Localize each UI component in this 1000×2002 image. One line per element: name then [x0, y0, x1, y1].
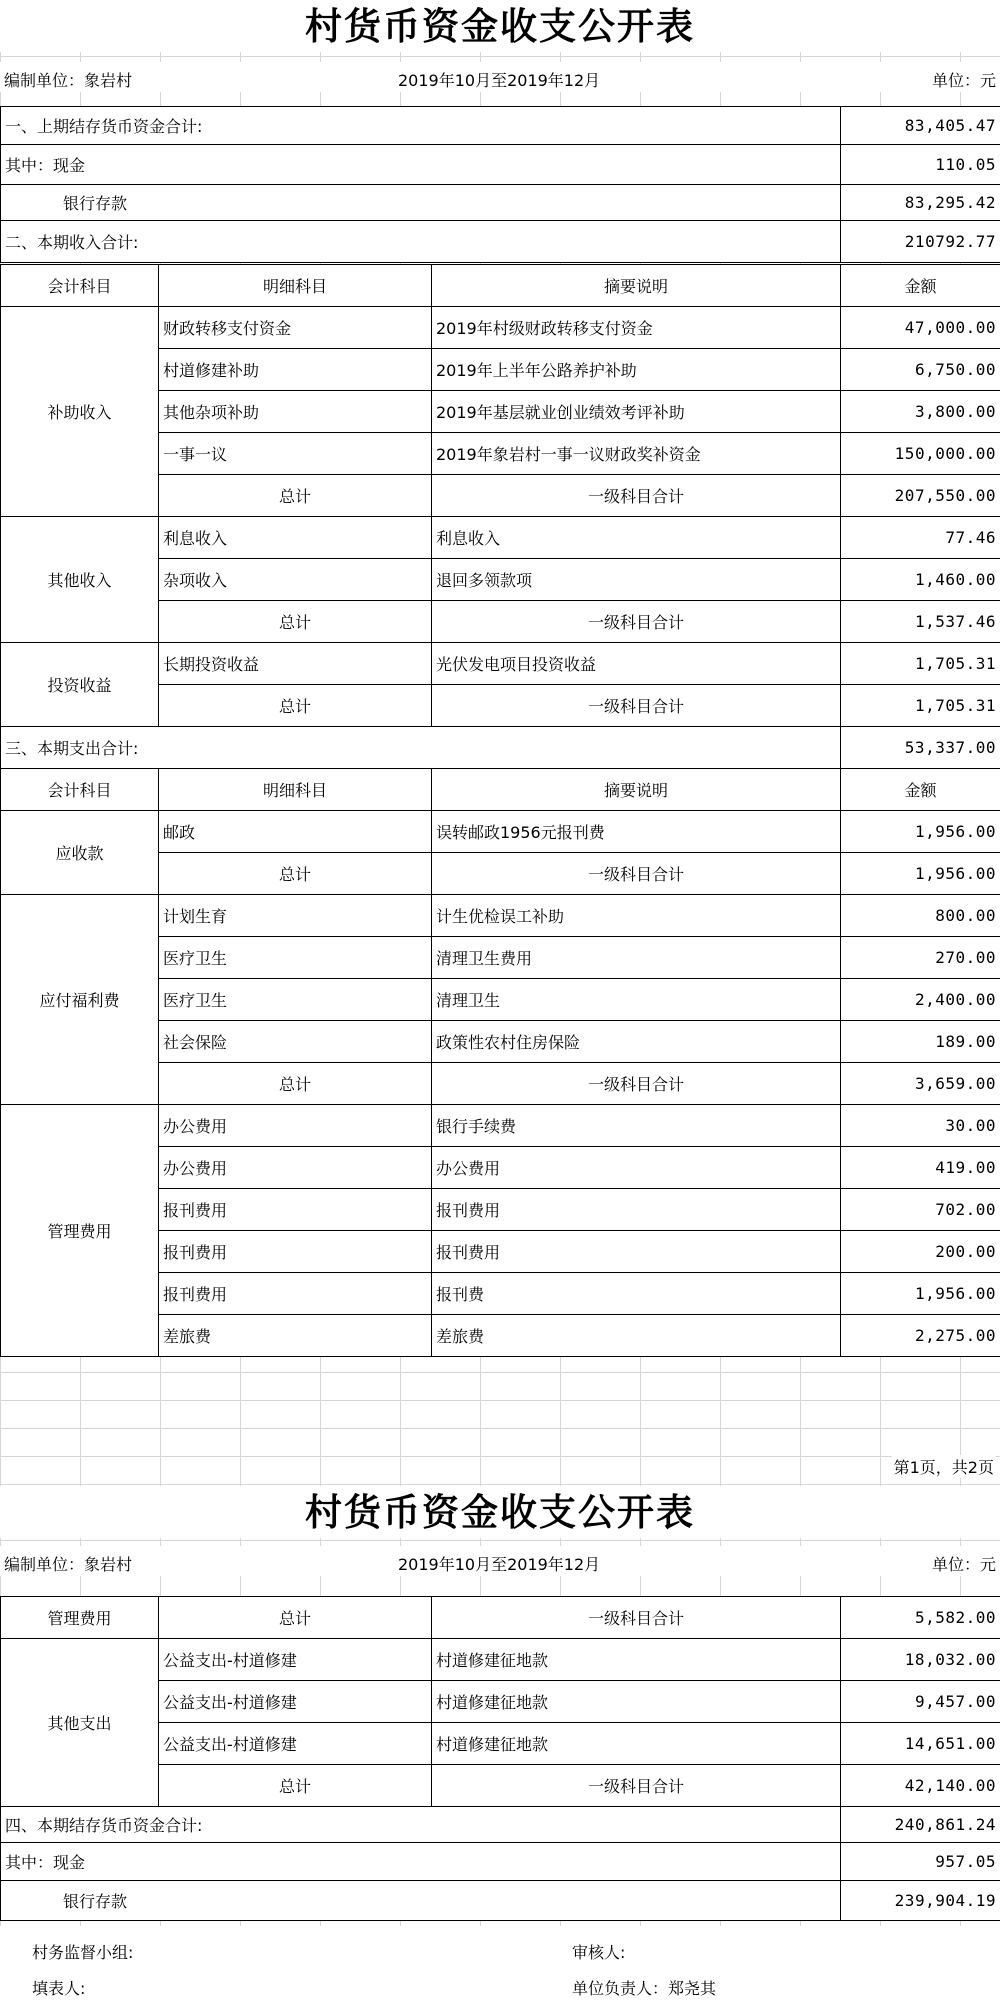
expense-header-row	[1, 769, 1000, 811]
summary-cell: 报刊费	[432, 1273, 841, 1315]
detail-cell: 医疗卫生	[159, 979, 432, 1021]
period-label: 2019年10月至2019年12月	[398, 71, 601, 90]
header-summary: 摘要说明	[432, 265, 841, 307]
closing-balance-table	[0, 1806, 1000, 1921]
category-other-expense: 其他支出	[1, 1639, 159, 1807]
amount-cell: 6,750.00	[841, 349, 1000, 391]
prev-cash-label: 其中：现金	[1, 145, 841, 185]
category-receivable: 应收款	[1, 811, 159, 895]
subtotal-label: 总计	[159, 601, 432, 643]
summary-cell: 利息收入	[432, 517, 841, 559]
end-cash-label: 其中：现金	[1, 1843, 841, 1881]
subtotal-amount: 207,550.00	[841, 475, 1000, 517]
end-bank-value: 239,904.19	[841, 1881, 1000, 1921]
amount-cell: 702.00	[841, 1189, 1000, 1231]
table-row	[1, 1639, 1000, 1681]
subtotal-amount: 1,956.00	[841, 853, 1000, 895]
subtotal-summary: 一级科目合计	[432, 1765, 841, 1807]
table-row	[1, 517, 1000, 559]
detail-cell: 长期投资收益	[159, 643, 432, 685]
report-header	[0, 62, 1000, 92]
amount-cell: 47,000.00	[841, 307, 1000, 349]
detail-cell: 一事一议	[159, 433, 432, 475]
summary-cell: 退回多领款项	[432, 559, 841, 601]
subtotal-label: 总计	[159, 1063, 432, 1105]
summary-cell: 2019年上半年公路养护补助	[432, 349, 841, 391]
amount-cell: 419.00	[841, 1147, 1000, 1189]
category-management: 管理费用	[1, 1597, 159, 1639]
summary-cell: 银行手续费	[432, 1105, 841, 1147]
header-summary: 摘要说明	[432, 769, 841, 811]
summary-cell: 政策性农村住房保险	[432, 1021, 841, 1063]
income-total-value: 210792.77	[841, 221, 1000, 263]
detail-cell: 公益支出-村道修建	[159, 1681, 432, 1723]
detail-cell: 公益支出-村道修建	[159, 1723, 432, 1765]
subtotal-row	[1, 1597, 1000, 1639]
header-detail: 明细科目	[159, 265, 432, 307]
detail-cell: 杂项收入	[159, 559, 432, 601]
detail-cell: 邮政	[159, 811, 432, 853]
category-management: 管理费用	[1, 1105, 159, 1357]
table-row	[1, 643, 1000, 685]
table-row	[1, 895, 1000, 937]
summary-cell: 清理卫生费用	[432, 937, 841, 979]
subtotal-label: 总计	[159, 1765, 432, 1807]
amount-cell: 1,956.00	[841, 811, 1000, 853]
currency-label: 单位：元	[931, 1555, 996, 1574]
subtotal-summary: 一级科目合计	[432, 475, 841, 517]
income-table	[0, 264, 1000, 727]
summary-cell: 办公费用	[432, 1147, 841, 1189]
amount-cell: 200.00	[841, 1231, 1000, 1273]
report-header-2	[0, 1546, 1000, 1576]
unit-label: 编制单位：象岩村	[4, 71, 133, 90]
amount-cell: 270.00	[841, 937, 1000, 979]
subtotal-amount: 3,659.00	[841, 1063, 1000, 1105]
detail-cell: 办公费用	[159, 1147, 432, 1189]
period-label: 2019年10月至2019年12月	[398, 1555, 601, 1574]
subtotal-summary: 一级科目合计	[432, 853, 841, 895]
prev-bank-value: 83,295.42	[841, 185, 1000, 221]
subtotal-summary: 一级科目合计	[432, 1597, 841, 1639]
amount-cell: 2,275.00	[841, 1315, 1000, 1357]
responsible-label: 单位负责人：郑尧其	[572, 1979, 717, 1998]
category-other-income: 其他收入	[1, 517, 159, 643]
subtotal-amount: 42,140.00	[841, 1765, 1000, 1807]
detail-cell: 村道修建补助	[159, 349, 432, 391]
amount-cell: 800.00	[841, 895, 1000, 937]
header-amount: 金额	[841, 769, 1000, 811]
detail-cell: 其他杂项补助	[159, 391, 432, 433]
end-cash-value: 957.05	[841, 1843, 1000, 1881]
prev-bank-label: 银行存款	[1, 185, 841, 221]
header-account: 会计科目	[1, 769, 159, 811]
auditor-label: 审核人:	[572, 1943, 626, 1962]
prev-cash-value: 110.05	[841, 145, 1000, 185]
header-account: 会计科目	[1, 265, 159, 307]
supervision-label: 村务监督小组:	[32, 1943, 134, 1962]
page-title-2: 村货币资金收支公开表	[0, 1486, 1000, 1538]
summary-cell: 2019年村级财政转移支付资金	[432, 307, 841, 349]
category-subsidy: 补助收入	[1, 307, 159, 517]
amount-cell: 1,705.31	[841, 643, 1000, 685]
summary-cell: 2019年象岩村一事一议财政奖补资金	[432, 433, 841, 475]
end-balance-value: 240,861.24	[841, 1807, 1000, 1843]
detail-cell: 财政转移支付资金	[159, 307, 432, 349]
detail-cell: 社会保险	[159, 1021, 432, 1063]
unit-label: 编制单位：象岩村	[4, 1555, 133, 1574]
subtotal-amount: 1,537.46	[841, 601, 1000, 643]
header-detail: 明细科目	[159, 769, 432, 811]
detail-cell: 差旅费	[159, 1315, 432, 1357]
expense-table	[0, 768, 1000, 1357]
currency-label: 单位：元	[931, 71, 996, 90]
subtotal-summary: 一级科目合计	[432, 1063, 841, 1105]
amount-cell: 189.00	[841, 1021, 1000, 1063]
detail-cell: 报刊费用	[159, 1273, 432, 1315]
category-investment: 投资收益	[1, 643, 159, 727]
expense-total-value: 53,337.00	[841, 727, 1000, 769]
income-total-label: 二、本期收入合计:	[1, 221, 841, 263]
amount-cell: 2,400.00	[841, 979, 1000, 1021]
subtotal-amount: 5,582.00	[841, 1597, 1000, 1639]
amount-cell: 1,956.00	[841, 1273, 1000, 1315]
subtotal-label: 总计	[159, 1597, 432, 1639]
subtotal-label: 总计	[159, 853, 432, 895]
detail-cell: 计划生育	[159, 895, 432, 937]
amount-cell: 14,651.00	[841, 1723, 1000, 1765]
summary-cell: 计生优检误工补助	[432, 895, 841, 937]
subtotal-label: 总计	[159, 475, 432, 517]
summary-cell: 差旅费	[432, 1315, 841, 1357]
page-title: 村货币资金收支公开表	[0, 0, 1000, 52]
amount-cell: 30.00	[841, 1105, 1000, 1147]
summary-cell: 光伏发电项目投资收益	[432, 643, 841, 685]
amount-cell: 1,460.00	[841, 559, 1000, 601]
detail-cell: 利息收入	[159, 517, 432, 559]
amount-cell: 9,457.00	[841, 1681, 1000, 1723]
table-row	[1, 811, 1000, 853]
end-bank-label: 银行存款	[1, 1881, 841, 1921]
summary-cell: 村道修建征地款	[432, 1639, 841, 1681]
detail-cell: 办公费用	[159, 1105, 432, 1147]
subtotal-amount: 1,705.31	[841, 685, 1000, 727]
filler-label: 填表人:	[32, 1979, 86, 1998]
detail-cell: 公益支出-村道修建	[159, 1639, 432, 1681]
end-balance-label: 四、本期结存货币资金合计:	[1, 1807, 841, 1843]
summary-cell: 2019年基层就业创业绩效考评补助	[432, 391, 841, 433]
prev-balance-value: 83,405.47	[841, 107, 1000, 145]
prev-balance-label: 一、上期结存货币资金合计:	[1, 107, 841, 145]
expense-total-table	[0, 726, 1000, 769]
table-row	[1, 307, 1000, 349]
amount-cell: 150,000.00	[841, 433, 1000, 475]
detail-cell: 报刊费用	[159, 1231, 432, 1273]
amount-cell: 3,800.00	[841, 391, 1000, 433]
subtotal-summary: 一级科目合计	[432, 601, 841, 643]
income-header-row	[1, 265, 1000, 307]
summary-cell: 清理卫生	[432, 979, 841, 1021]
summary-cell: 报刊费用	[432, 1189, 841, 1231]
header-amount: 金额	[841, 265, 1000, 307]
expense-table-continued	[0, 1596, 1000, 1807]
summary-cell: 村道修建征地款	[432, 1681, 841, 1723]
summary-cell: 报刊费用	[432, 1231, 841, 1273]
category-welfare: 应付福利费	[1, 895, 159, 1105]
subtotal-summary: 一级科目合计	[432, 685, 841, 727]
page-number: 第1页，共2页	[892, 1455, 996, 1478]
opening-balance-table	[0, 106, 1000, 263]
table-row	[1, 1105, 1000, 1147]
amount-cell: 18,032.00	[841, 1639, 1000, 1681]
summary-cell: 村道修建征地款	[432, 1723, 841, 1765]
subtotal-label: 总计	[159, 685, 432, 727]
expense-total-label: 三、本期支出合计:	[1, 727, 841, 769]
detail-cell: 报刊费用	[159, 1189, 432, 1231]
signature-area	[0, 1926, 1000, 2002]
detail-cell: 医疗卫生	[159, 937, 432, 979]
amount-cell: 77.46	[841, 517, 1000, 559]
summary-cell: 误转邮政1956元报刊费	[432, 811, 841, 853]
